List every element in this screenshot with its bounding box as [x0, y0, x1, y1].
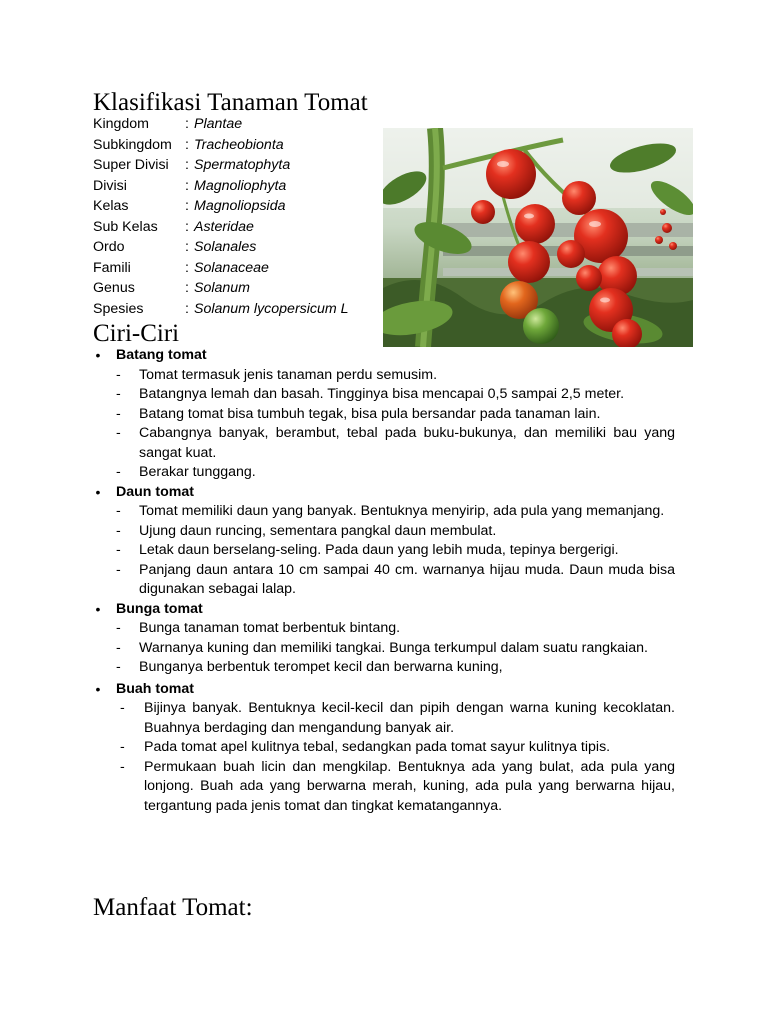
rank-separator: :	[185, 177, 189, 194]
ciri-ciri-heading: Ciri-Ciri	[93, 320, 180, 347]
classification-row	[93, 258, 383, 279]
classification-row	[93, 176, 383, 197]
list-item-text: Batangnya lemah dan basah. Tingginya bisa mencapai 0,5 sampai 2,5 meter.	[139, 386, 625, 402]
section-heading-bunga	[93, 600, 675, 620]
rank-separator: :	[185, 300, 189, 317]
dash-marker: -	[120, 758, 125, 775]
list-item-text: Tomat memiliki daun yang banyak. Bentuknya menyirip, ada pula yang memanjang.	[139, 503, 665, 519]
classification-row	[93, 278, 383, 299]
dash-marker: -	[116, 405, 121, 422]
list-item-text: Bijinya banyak. Bentuknya kecil-kecil dan pipih dengan warna kuning kecoklatan. Buahnya berdaging dan mengandung banyak air.	[144, 700, 675, 736]
list-item-text: Letak daun berselang-seling. Pada daun yang lebih muda, tepinya bergerigi.	[139, 542, 619, 558]
classification-row	[93, 217, 383, 238]
rank-value: Solanum	[194, 280, 250, 296]
rank-label: Super Divisi	[93, 157, 169, 173]
tomato-plant-photo	[383, 128, 693, 347]
list-item-text: Permukaan buah licin dan mengkilap. Bentuknya ada yang bulat, ada pula yang lonjong. Buah ada yang berwarna merah, kuning, ada pula yang berwarna hijau, tergantung pada jenis tomat dan tingkat kematangannya.	[144, 758, 675, 814]
rank-label: Divisi	[93, 177, 127, 194]
list-item	[93, 699, 675, 738]
section-label: Batang tomat	[116, 347, 207, 363]
section-heading-daun	[93, 483, 675, 503]
bullet: •	[95, 347, 101, 363]
manfaat-heading: Manfaat Tomat:	[93, 894, 253, 921]
rank-separator: :	[185, 259, 189, 276]
rank-separator: :	[185, 218, 189, 235]
list-item-text: Bunga tanaman tomat berbentuk bintang.	[139, 620, 401, 636]
list-item-text: Pada tomat apel kulitnya tebal, sedangkan pada tomat sayur kulitnya tipis.	[144, 739, 611, 755]
classification-row	[93, 114, 383, 135]
list-item	[93, 541, 675, 561]
rank-value: Spermatophyta	[194, 157, 291, 173]
list-item	[93, 463, 675, 483]
bullet: •	[95, 680, 101, 697]
rank-value: Solanum lycopersicum L	[194, 300, 349, 317]
features-list	[93, 346, 675, 816]
list-item	[93, 658, 675, 678]
list-item	[93, 405, 675, 425]
classification-row	[93, 299, 383, 320]
rank-label: Famili	[93, 259, 131, 276]
dash-marker: -	[116, 522, 121, 539]
dash-marker: -	[116, 542, 121, 558]
rank-value: Magnoliopsida	[194, 198, 286, 214]
rank-label: Kelas	[93, 198, 129, 214]
rank-separator: :	[185, 116, 189, 132]
list-item-text: Tomat termasuk jenis tanaman perdu semusim.	[139, 366, 438, 383]
rank-label: Ordo	[93, 239, 125, 255]
list-item-text: Cabangnya banyak, berambut, tebal pada buku-bukunya, dan memiliki bau yang sangat kuat.	[139, 425, 675, 461]
rank-value: Tracheobionta	[194, 136, 284, 153]
list-item-text: Bunganya berbentuk terompet kecil dan berwarna kuning,	[139, 659, 503, 675]
dash-marker: -	[116, 464, 121, 480]
section-heading-batang	[93, 346, 675, 366]
classification-row	[93, 196, 383, 217]
list-item	[93, 619, 675, 639]
list-item	[93, 758, 675, 817]
bullet: •	[95, 483, 101, 500]
dash-marker: -	[116, 561, 121, 578]
list-item	[93, 424, 675, 463]
dash-marker: -	[116, 366, 121, 383]
dash-marker: -	[116, 503, 121, 519]
list-item	[93, 502, 675, 522]
list-item-text: Ujung daun runcing, sementara pangkal daun membulat.	[139, 522, 497, 539]
dash-marker: -	[116, 639, 121, 656]
rank-separator: :	[185, 198, 189, 214]
section-buah	[93, 680, 675, 817]
section-label: Buah tomat	[116, 680, 195, 697]
section-heading-buah	[93, 680, 675, 700]
dash-marker: -	[116, 425, 121, 441]
classification-row	[93, 237, 383, 258]
rank-separator: :	[185, 157, 189, 173]
rank-value: Magnoliophyta	[194, 177, 287, 194]
list-item	[93, 522, 675, 542]
rank-separator: :	[185, 136, 189, 153]
dash-marker: -	[116, 620, 121, 636]
rank-value: Plantae	[194, 116, 243, 132]
bullet: •	[95, 600, 101, 617]
classification-row	[93, 135, 383, 156]
list-item	[93, 366, 675, 386]
list-item	[93, 738, 675, 758]
rank-label: Sub Kelas	[93, 218, 158, 235]
dash-marker: -	[116, 659, 121, 675]
classification-table	[93, 114, 383, 319]
dash-marker: -	[120, 739, 125, 755]
rank-label: Genus	[93, 280, 135, 296]
list-item-text: Berakar tunggang.	[139, 464, 256, 480]
section-label: Bunga tomat	[116, 600, 203, 617]
list-item-text: Panjang daun antara 10 cm sampai 40 cm. warnanya hijau muda. Daun muda bisa digunakan sebagai lalap.	[139, 561, 675, 597]
page-title: Klasifikasi Tanaman Tomat	[93, 89, 368, 116]
list-item-text: Batang tomat bisa tumbuh tegak, bisa pula bersandar pada tanaman lain.	[139, 405, 601, 422]
rank-label: Subkingdom	[93, 136, 172, 153]
section-label: Daun tomat	[116, 483, 195, 500]
list-item	[93, 385, 675, 405]
list-item-text: Warnanya kuning dan memiliki tangkai. Bunga terkumpul dalam suatu rangkaian.	[139, 639, 648, 656]
rank-label: Kingdom	[93, 116, 149, 132]
list-item	[93, 639, 675, 659]
rank-value: Asteridae	[194, 218, 254, 235]
classification-row	[93, 155, 383, 176]
dash-marker: -	[120, 700, 125, 716]
rank-separator: :	[185, 239, 189, 255]
rank-value: Solanales	[194, 239, 257, 255]
dash-marker: -	[116, 386, 121, 402]
rank-label: Spesies	[93, 300, 144, 317]
list-item	[93, 561, 675, 600]
rank-separator: :	[185, 280, 189, 296]
rank-value: Solanaceae	[194, 259, 269, 276]
